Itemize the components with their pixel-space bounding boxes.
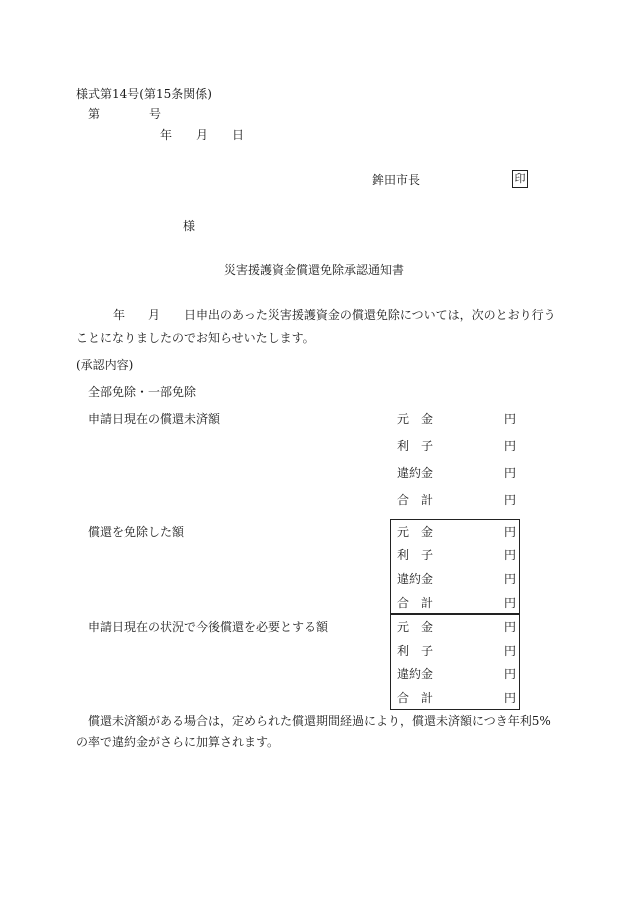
row2-penalty-label: 違約金: [397, 572, 434, 586]
date-month: 月: [196, 128, 209, 142]
row3-label: 申請日現在の状況で今後償還を必要とする額: [88, 620, 329, 634]
row1-penalty-label: 違約金: [397, 466, 434, 480]
body-year: 年: [113, 308, 126, 322]
row2-total-yen: 円: [504, 596, 517, 610]
doc-number-dai: 第: [88, 107, 101, 121]
date-year: 年: [160, 128, 173, 142]
row2-total-label: 合 計: [397, 596, 434, 610]
row1-total-yen: 円: [504, 493, 517, 507]
body-month: 月: [148, 308, 161, 322]
note-line2: の率で違約金がさらに加算されます。: [76, 735, 280, 749]
row2-principal-label: 元 金: [397, 525, 434, 539]
row2-interest-label: 利 子: [397, 548, 434, 562]
row2-interest-yen: 円: [504, 548, 517, 562]
row3-principal-yen: 円: [504, 620, 517, 634]
row1-interest-label: 利 子: [397, 439, 434, 453]
row1-penalty-yen: 円: [504, 466, 517, 480]
row1-principal-yen: 円: [504, 412, 517, 426]
row2-penalty-yen: 円: [504, 572, 517, 586]
row3-interest-yen: 円: [504, 644, 517, 658]
row3-principal-label: 元 金: [397, 620, 434, 634]
row1-principal-label: 元 金: [397, 412, 434, 426]
row3-penalty-label: 違約金: [397, 667, 434, 681]
row1-interest-yen: 円: [504, 439, 517, 453]
row3-total-label: 合 計: [397, 691, 434, 705]
row2-principal-yen: 円: [504, 525, 517, 539]
issuer-name: 鉾田市長: [372, 173, 421, 187]
note-line1: 償還未済額がある場合は，定められた償還期間経過により，償還未済額につき年利5%: [88, 714, 551, 728]
addressee-sama: 様: [183, 219, 196, 233]
date-day: 日: [232, 128, 245, 142]
section-heading: (承認内容): [76, 358, 134, 372]
row3-penalty-yen: 円: [504, 667, 517, 681]
doc-number-go: 号: [149, 107, 162, 121]
body-text-line1: 日申出のあった災害援護資金の償還免除については，次のとおり行う: [184, 308, 556, 322]
row3-total-yen: 円: [504, 691, 517, 705]
row2-label: 償還を免除した額: [88, 525, 185, 539]
seal-stamp: 印: [512, 170, 528, 188]
row1-total-label: 合 計: [397, 493, 434, 507]
form-number: 様式第14号(第15条関係): [76, 87, 212, 101]
exemption-option: 全部免除・一部免除: [88, 385, 197, 399]
row3-interest-label: 利 子: [397, 644, 434, 658]
document-title: 災害援護資金償還免除承認通知書: [224, 263, 405, 277]
row1-label: 申請日現在の償還未済額: [88, 412, 221, 426]
body-text-line2: ことになりましたのでお知らせいたします。: [76, 331, 315, 345]
